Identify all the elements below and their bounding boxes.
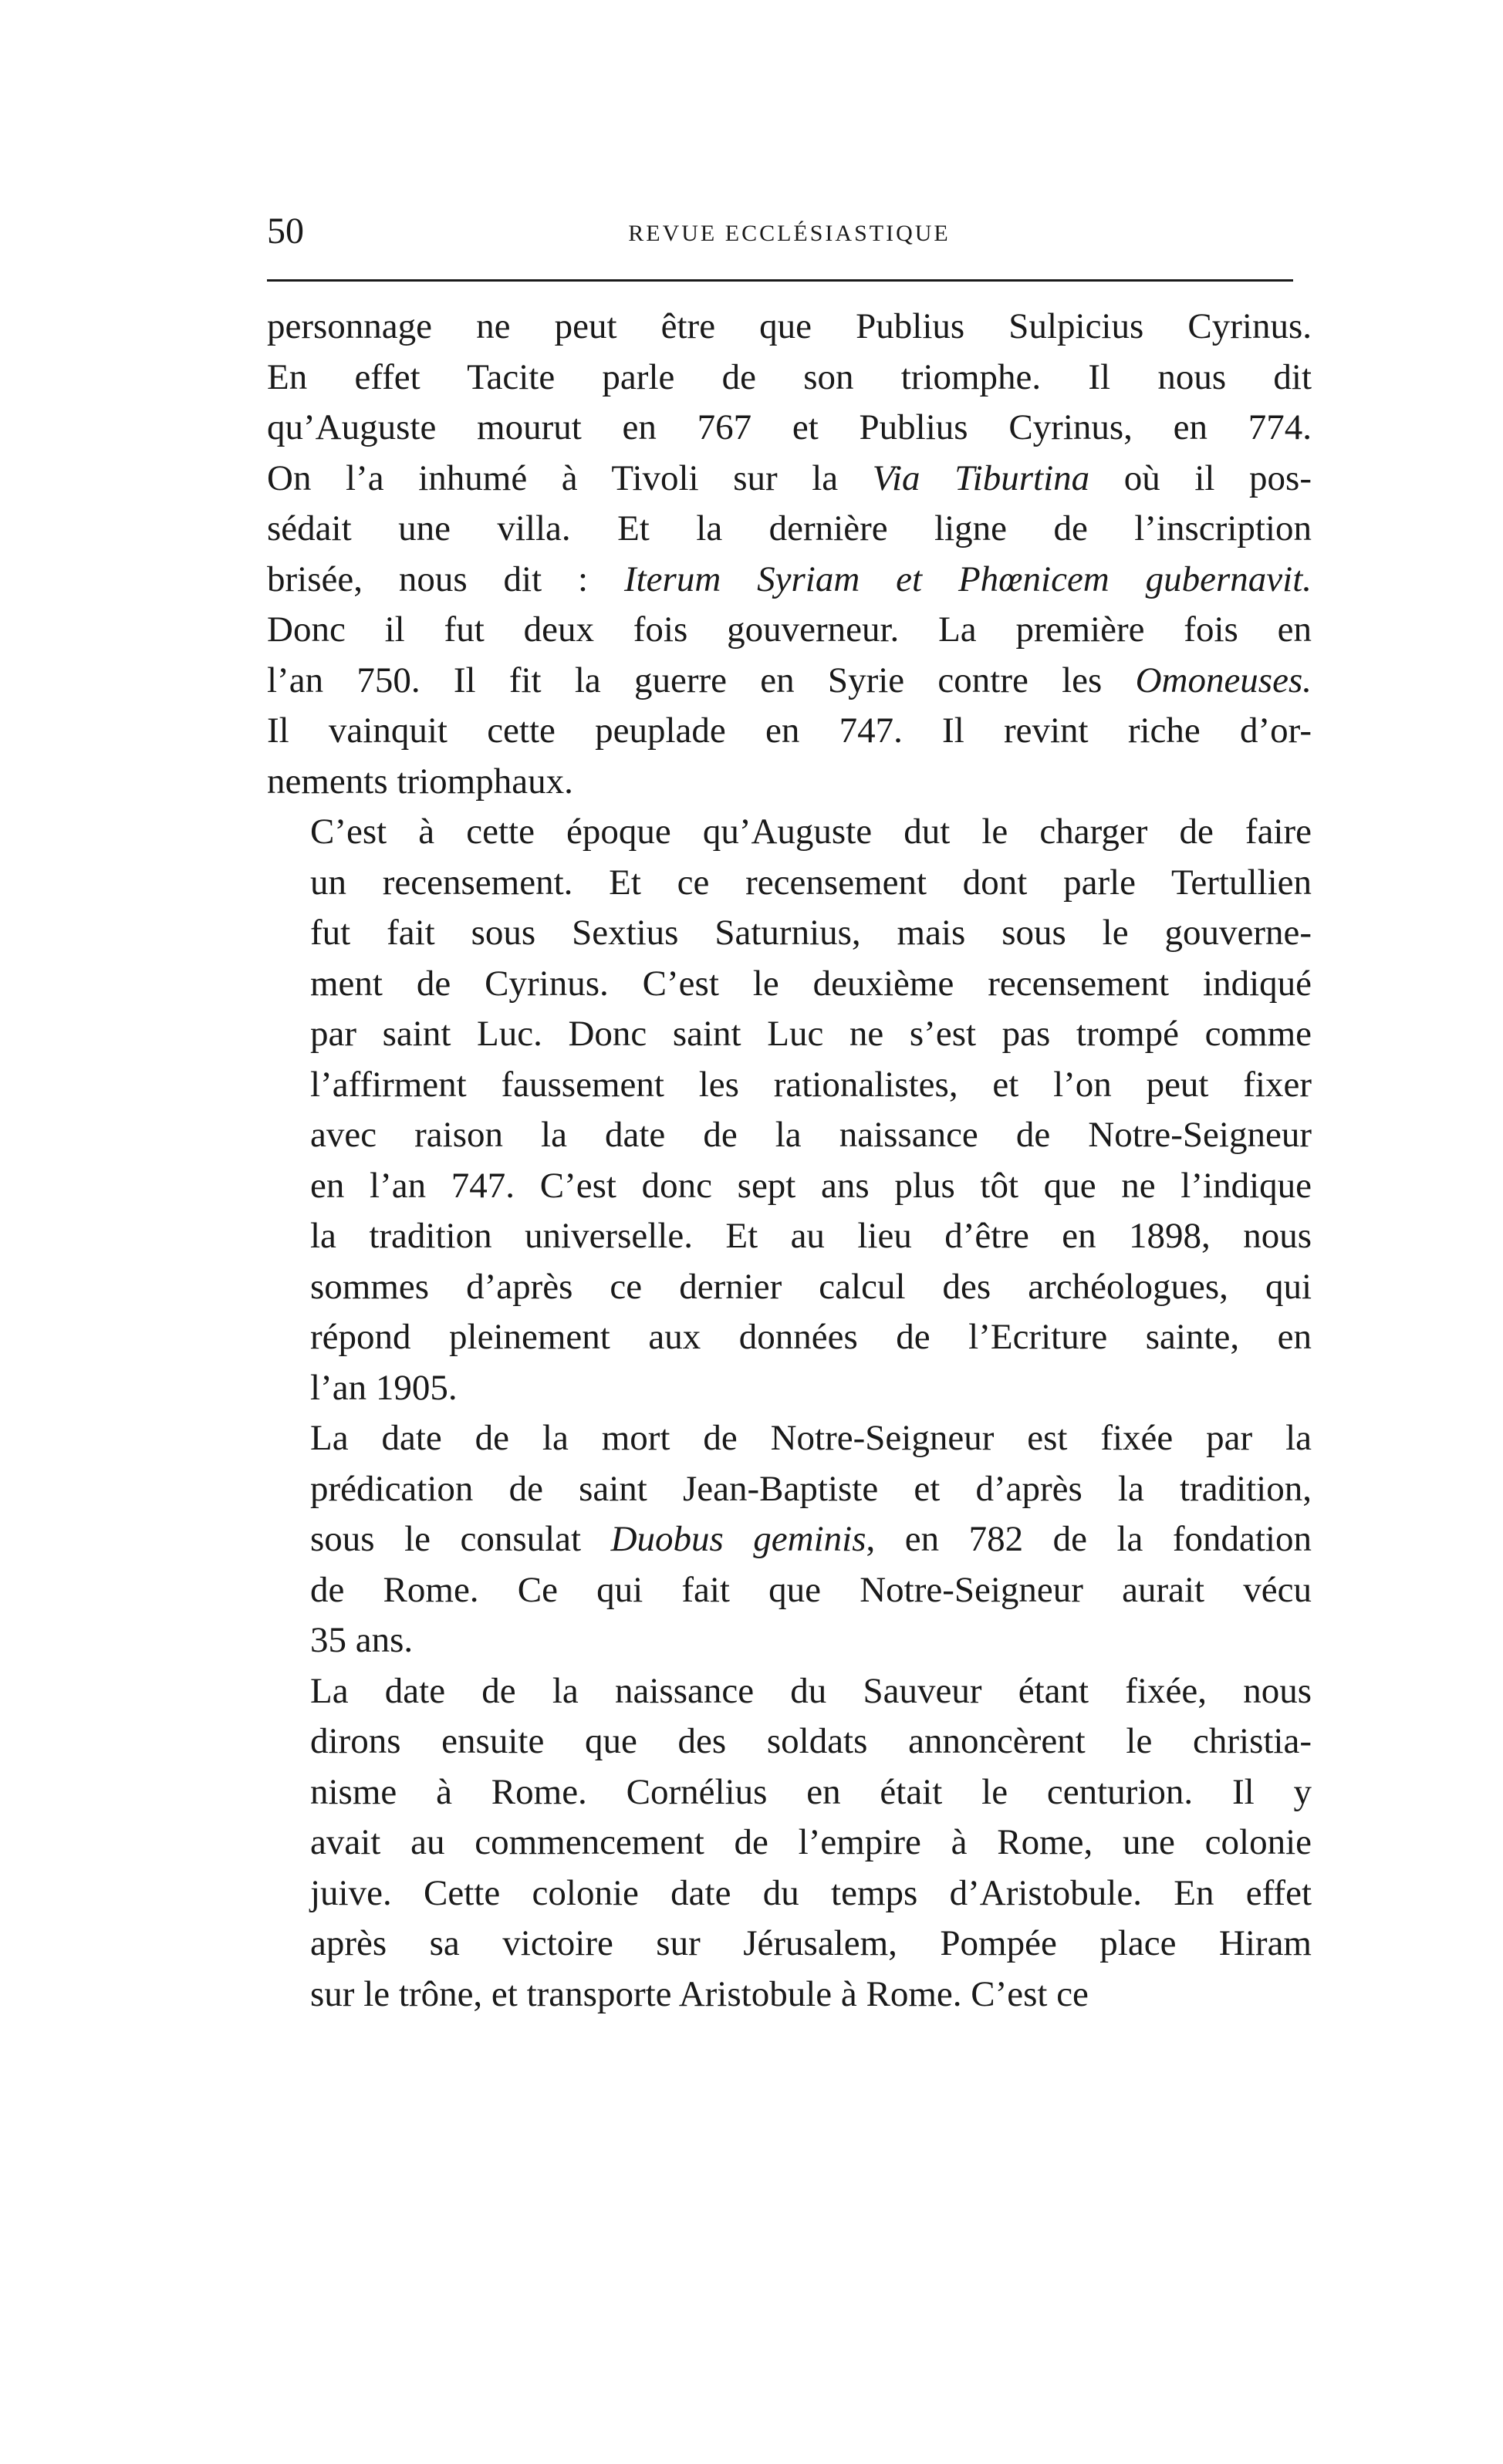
text-line: avait au commencement de l’empire à Rome, une colonie [310,1822,1312,1862]
text-line: sommes d’après ce dernier calcul des archéologues, qui [310,1266,1312,1307]
page-number: 50 [267,211,304,251]
text-line: avec raison la date de la naissance de Notre-Seigneur [310,1115,1312,1155]
italic-term: Via Tiburtina [872,457,1090,498]
text-line: En effet Tacite parle de son triomphe. Il nous dit [267,356,1312,397]
text-line: 35 ans. [310,1620,414,1660]
text-line: l’an 750. Il fit la guerre en Syrie contre les Omoneuses. [267,660,1312,700]
text-line: juive. Cette colonie date du temps d’Aristobule. En effet [310,1872,1312,1913]
text-line: nements triomphaux. [267,761,573,802]
paragraph [267,807,1312,1413]
text-line: sur le trône, et transporte Aristobule à Rome. C’est ce [310,1973,1089,2014]
text-line: La date de la naissance du Sauveur étant fixée, nous [310,1670,1312,1711]
text-line: On l’a inhumé à Tivoli sur la Via Tiburtina où il pos- [267,457,1312,498]
text-line: fut fait sous Sextius Saturnius, mais sous le gouverne- [310,913,1312,953]
paragraph [267,302,1312,807]
text-line: prédication de saint Jean-Baptiste et d’après la tradition, [310,1468,1312,1509]
text-line: en l’an 747. C’est donc sept ans plus tôt que ne l’indique [310,1165,1312,1206]
header-rule [267,279,1293,282]
text-line: ment de Cyrinus. C’est le deuxième recensement indiqué [310,963,1312,1004]
text-line: Il vainquit cette peuplade en 747. Il revint riche d’or- [267,711,1312,751]
text-line: répond pleinement aux données de l’Ecriture sainte, en [310,1317,1312,1357]
paragraph [267,1413,1312,1666]
text-line: l’an 1905. [310,1367,458,1408]
journal-title: REVUE ECCLÉSIASTIQUE [628,221,951,246]
body-text [267,302,1312,2020]
italic-term: Iterum Syriam et Phœnicem gubernavit. [623,559,1312,599]
italic-term: Omoneuses. [1135,660,1312,700]
text-line: brisée, nous dit : Iterum Syriam et Phœnicem gubernavit. [267,559,1312,599]
text-line: qu’Auguste mourut en 767 et Publius Cyrinus, en 774. [267,407,1312,447]
text-line: sous le consulat Duobus geminis, en 782 de la fondation [310,1519,1312,1559]
text-line: La date de la mort de Notre-Seigneur est fixée par la [310,1418,1312,1458]
text-line: Donc il fut deux fois gouverneur. La première fois en [267,609,1312,650]
text-line: l’affirment faussement les rationalistes, et l’on peut fixer [310,1064,1312,1105]
text-line: sédait une villa. Et la dernière ligne de l’inscription [267,508,1312,548]
text-line: personnage ne peut être que Publius Sulpicius Cyrinus. [267,306,1312,346]
text-line: dirons ensuite que des soldats annoncèrent le christia- [310,1721,1312,1761]
text-line: la tradition universelle. Et au lieu d’être en 1898, nous [310,1216,1312,1256]
text-line: après sa victoire sur Jérusalem, Pompée place Hiram [310,1923,1312,1963]
paragraph [267,1666,1312,2020]
page [267,208,1312,2020]
text-line: par saint Luc. Donc saint Luc ne s’est pas trompé comme [310,1014,1312,1054]
text-line: nisme à Rome. Cornélius en était le centurion. Il y [310,1771,1312,1812]
text-line: C’est à cette époque qu’Auguste dut le charger de faire [310,812,1312,852]
italic-term: Duobus geminis [610,1519,866,1559]
text-line: un recensement. Et ce recensement dont parle Tertullien [310,862,1312,903]
running-head [267,208,1312,262]
text-line: de Rome. Ce qui fait que Notre-Seigneur aurait vécu [310,1569,1312,1610]
